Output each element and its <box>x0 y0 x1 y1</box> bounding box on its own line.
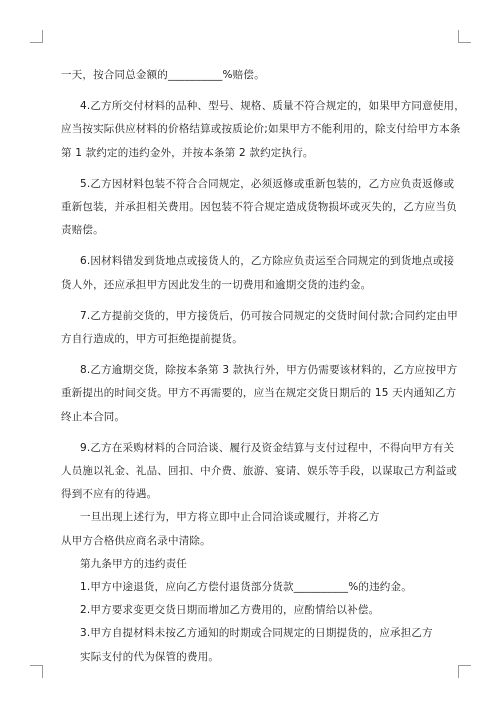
paragraph-line: 一天，按合同总金额的__________%赔偿。 <box>61 69 265 81</box>
paragraph-line: 重新包装，并承担相关费用。因包装不符合规定造成货物损坏或灭失的，乙方应当负 <box>61 201 457 214</box>
paragraph-line: 第 1 款约定的违约金外，并按本条第 2 款约定执行。 <box>61 146 314 159</box>
crop-mark-bottom-left <box>30 665 43 678</box>
crop-mark-top-right <box>458 30 471 43</box>
paragraph-line: 4.乙方所交付材料的品种、型号、规格、质量不符合规定的，如果甲方同意使用， <box>80 100 465 113</box>
crop-mark-bottom-right <box>458 665 471 678</box>
paragraph-line: 一旦出现上述行为，甲方将立即中止合同洽谈或履行，并将乙方 <box>80 511 380 524</box>
paragraph-line: 6.因材料错发到货地点或接货人的，乙方除应负责运至合同规定的到货地点或接 <box>80 255 455 268</box>
paragraph-line: 责赔偿。 <box>61 224 104 237</box>
paragraph-line: 终止本合同。 <box>61 410 126 423</box>
paragraph-line: 得到不应有的待遇。 <box>61 488 158 501</box>
paragraph-line: 人员施以礼金、礼品、回扣、中介费、旅游、宴请、娱乐等手段，以谋取己方利益或 <box>61 465 457 478</box>
paragraph-line: 1.甲方中途退货，应向乙方偿付退货部分货款__________%的违约金。 <box>80 581 412 594</box>
paragraph-line: 实际支付的代为保管的费用。 <box>80 650 220 663</box>
paragraph-line: 7.乙方提前交货的，甲方接货后，仍可按合同规定的交货时间付款;合同约定由甲 <box>80 309 458 322</box>
paragraph-line: 3.甲方自提材料未按乙方通知的时期或合同规定的日期提货的，应承担乙方 <box>80 627 433 640</box>
document-body <box>61 64 465 669</box>
paragraph-line: 9.乙方在采购材料的合同洽谈、履行及资金结算与支付过程中，不得向甲方有关 <box>80 441 455 454</box>
crop-mark-top-left <box>30 30 43 43</box>
paragraph-line: 货人外，还应承担甲方因此发生的一切费用和逾期交货的违约金。 <box>61 278 372 291</box>
paragraph-line: 重新提出的时间交货。甲方不再需要的，应当在规定交货日期后的 15 天内通知乙方 <box>61 387 457 400</box>
paragraph-line: 2.甲方要求变更交货日期而增加乙方费用的，应酌情给以补偿。 <box>80 604 380 617</box>
paragraph-line: 8.乙方逾期交货，除按本条第 3 款执行外，甲方仍需要该材料的，乙方应按甲方 <box>80 364 458 377</box>
paragraph-line: 5.乙方因材料包装不符合合同规定，必须返修或重新包装的，乙方应负责返修或 <box>80 177 455 190</box>
paragraph-line: 方自行造成的，甲方可拒绝提前提货。 <box>61 333 243 346</box>
paragraph-line: 应当按实际供应材料的价格结算或按质论价;如果甲方不能利用的，除支付给甲方本条 <box>61 123 461 136</box>
section-heading: 第九条甲方的违约责任 <box>80 557 187 570</box>
paragraph-line: 从甲方合格供应商名录中清除。 <box>61 534 211 547</box>
